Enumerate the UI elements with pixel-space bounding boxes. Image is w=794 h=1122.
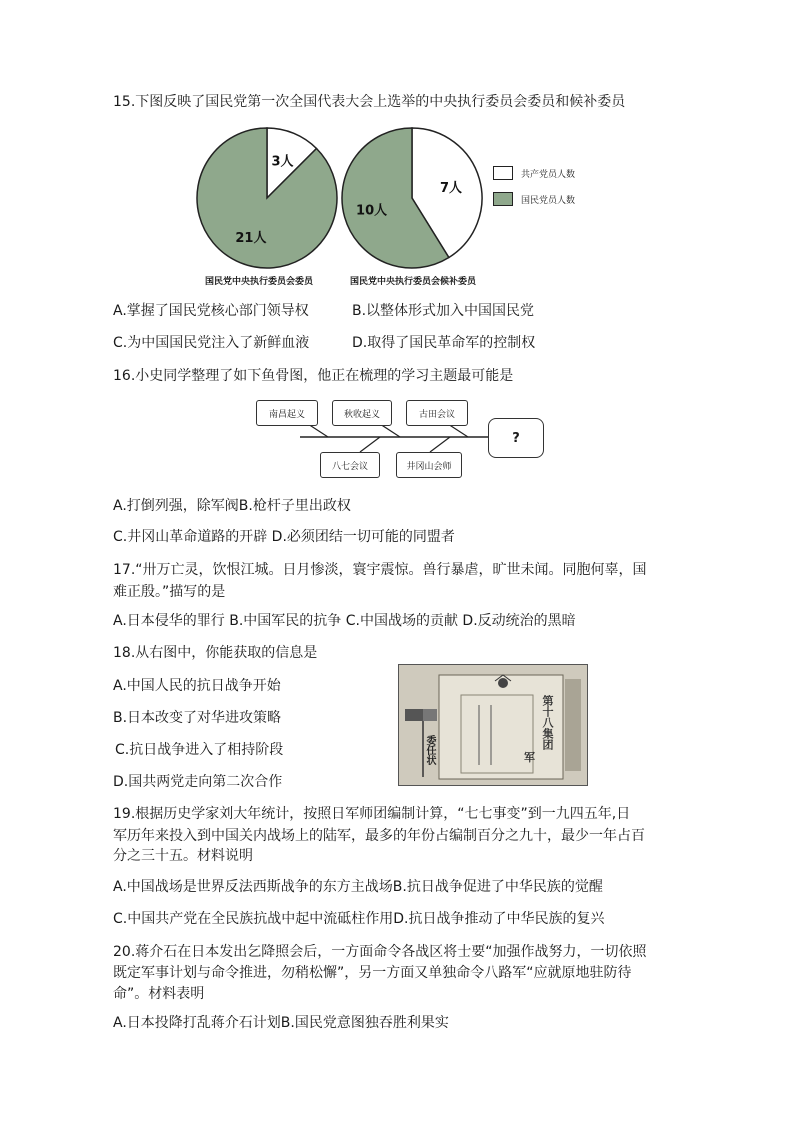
legend-label-kmt: 国民党员人数 [521, 195, 576, 206]
fishbone-box-qiushou: 秋收起义 [332, 400, 392, 426]
q16-options-line2: C.井冈山革命道路的开辟 D.必须团结一切可能的同盟者 [113, 529, 455, 545]
fishbone-box-baqi: 八七会议 [320, 452, 380, 478]
q18-option-d: D.国共两党走向第二次合作 [113, 774, 283, 790]
q20-line3: 命”。材料表明 [113, 986, 205, 1002]
q19-line1: 19.根据历史学家刘大年统计，按照日军师团编制计算，“七七事变”到一九四五年,日 [113, 806, 631, 822]
q20-line2: 既定军事计划与命令推进，勿稍松懈”，另一方面又单独命令八路军“应就原地驻防待 [113, 965, 632, 981]
pie1-slice-kmt [197, 128, 337, 268]
legend [493, 166, 575, 206]
q20-line1: 20.蒋介石在日本发出乞降照会后，一方面命令各战区将士要“加强作战努力，一切依照 [113, 944, 647, 960]
q18-option-a: A.中国人民的抗日战争开始 [113, 678, 281, 694]
q19-line2: 军历年来投入到中国关内战场上的陆军，最多的年份占编制百分之九十，最少一年占百 [113, 828, 645, 844]
fishbone-box-jinggangshan: 井冈山会师 [396, 452, 462, 478]
q16-options-line1: A.打倒列强，除军阀B.枪杆子里出政权 [113, 498, 351, 514]
pie2-caption: 国民党中央执行委员会候补委员 [350, 277, 477, 287]
q20-options-line1: A.日本投降打乱蒋介石计划B.国民党意图独吞胜利果实 [113, 1015, 449, 1031]
q15-option-c: C.为中国国民党注入了新鲜血液 [113, 335, 310, 351]
q15-option-d: D.取得了国民革命军的控制权 [352, 335, 536, 351]
photo-caption-jun: 军 [524, 751, 535, 764]
pie1-caption: 国民党中央执行委员会委员 [205, 277, 314, 287]
q17-line1: 17.“卅万亡灵，饮恨江城。日月惨淡，寰宇震惊。兽行暴虐，旷世未闻。同胞何辜，国 [113, 562, 647, 578]
legend-swatch-communist [493, 166, 513, 180]
q17-line2: 难正殷。”描写的是 [113, 584, 226, 600]
pie-charts [195, 122, 615, 290]
q18-option-c: C.抗日战争进入了相持阶段 [115, 742, 284, 758]
pie1-label-communist: 3人 [271, 154, 294, 170]
q15-option-b: B.以整体形式加入中国国民党 [352, 303, 535, 319]
legend-label-communist: 共产党员人数 [521, 169, 576, 180]
photo-caption-weirenzhuang: 委任状 [424, 735, 435, 765]
photo-graphics [399, 665, 587, 785]
fishbone-box-nanchang: 南昌起义 [256, 400, 318, 426]
q19-options-line2: C.中国共产党在全民族抗战中起中流砥柱作用D.抗日战争推动了中华民族的复兴 [113, 911, 605, 927]
q17-options: A.日本侵华的罪行 B.中国军民的抗争 C.中国战场的贡献 D.反动统治的黑暗 [113, 613, 576, 629]
q19-options-line1: A.中国战场是世界反法西斯战争的东方主战场B.抗日战争促进了中华民族的觉醒 [113, 879, 603, 895]
q15-chart [195, 122, 615, 290]
fishbone-diagram [250, 396, 550, 478]
pie2-label-kmt: 10人 [356, 203, 388, 219]
q15-stem: 15.下图反映了国民党第一次全国代表大会上选举的中央执行委员会委员和候补委员 [113, 94, 626, 110]
appointment-document-photo [398, 664, 588, 786]
pie1-label-kmt: 21人 [235, 230, 267, 246]
fishbone-box-gutian: 古田会议 [406, 400, 468, 426]
q15-option-a: A.掌握了国民党核心部门领导权 [113, 303, 309, 319]
q18-option-b: B.日本改变了对华进攻策略 [113, 710, 282, 726]
fishbone-head: ? [488, 418, 544, 458]
q16-stem: 16.小史同学整理了如下鱼骨图，他正在梳理的学习主题最可能是 [113, 368, 514, 384]
legend-swatch-kmt [493, 192, 513, 206]
q19-line3: 分之三十五。材料说明 [113, 848, 253, 864]
pie2-label-communist: 7人 [440, 180, 463, 196]
q18-stem: 18.从右图中，你能获取的信息是 [113, 645, 318, 661]
photo-caption-jituan: 第十八集团 [541, 695, 554, 750]
